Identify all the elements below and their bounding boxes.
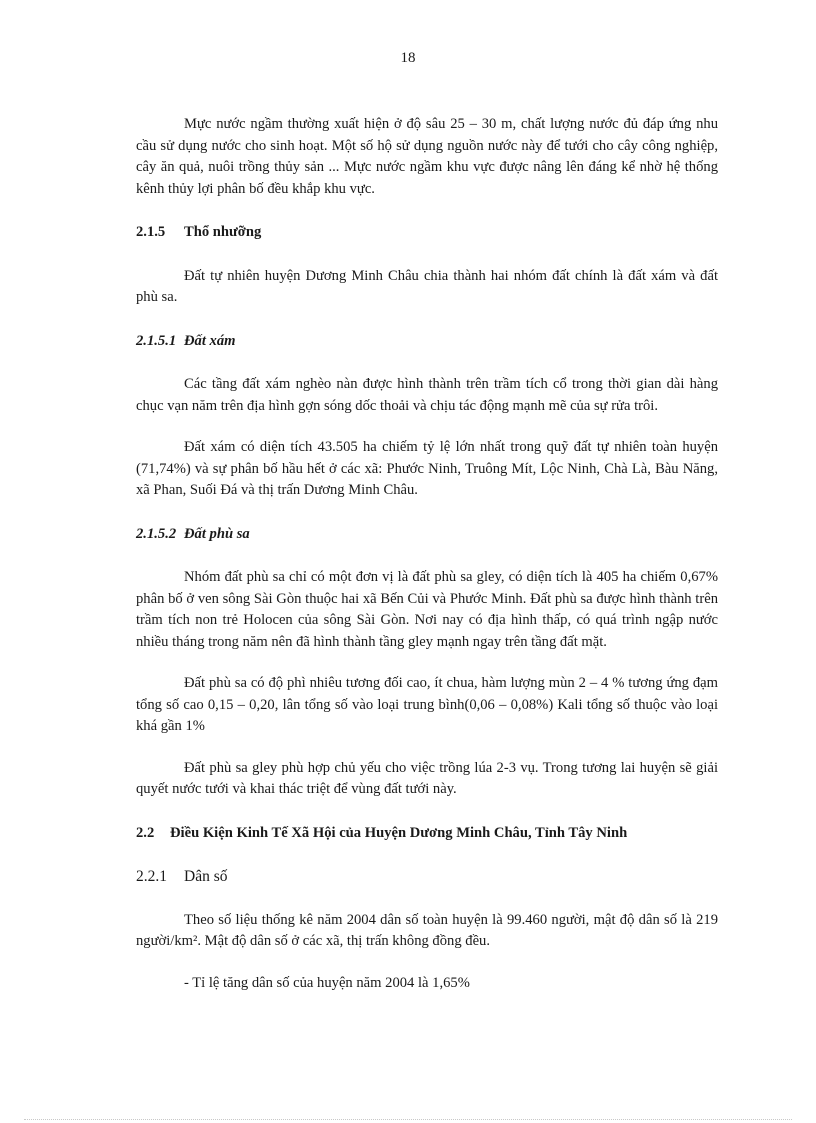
heading-number: 2.1.5.2 — [136, 525, 177, 542]
heading-2-2-1 — [136, 866, 718, 888]
paragraph-groundwater: Mực nước ngầm thường xuất hiện ở độ sâu 25 – 30 m, chất lượng nước đủ đáp ứng nhu cầu sử dụng nước cho sinh hoạt. Một số hộ sử dụng nguồn nước này để tưới cho cây công nghiệp, cây ăn quả, nuôi trồng thủy sản ... Mực nước ngầm khu vực được nâng lên đáng kể nhờ hệ thống kênh thủy lợi phân bố đều khắp khu vực. — [136, 116, 718, 197]
paragraph-grey-soil-origin: Các tầng đất xám nghèo nàn được hình thành trên trầm tích cổ trong thời gian dài hàng chục vạn năm trên địa hình gợn sóng dốc thoải và chịu tác động mạnh mẽ của sự rửa trôi. — [136, 376, 718, 414]
paragraph-alluvial-soil: Nhóm đất phù sa chỉ có một đơn vị là đất phù sa gley, có diện tích là 405 ha chiếm 0,67% phân bố ở ven sông Sài Gòn thuộc hai xã Bến Củi và Phước Minh. Đất phù sa được hình thành trên trầm tích non trẻ Holocen của sông Sài Gòn. Nơi nay có địa hình thấp, có quá trình ngập nước nhiều tháng trong năm nên đã hình thành tầng gley mạnh ngay trên tầng đất mặt. — [136, 569, 718, 650]
heading-title: Đất xám — [184, 332, 236, 349]
heading-2-2 — [136, 823, 718, 845]
heading-number: 2.2.1 — [136, 868, 167, 885]
heading-number: 2.1.5.1 — [136, 332, 177, 349]
heading-title: Dân số — [184, 868, 228, 885]
paragraph-grey-soil-area: Đất xám có diện tích 43.505 ha chiếm tỷ lệ lớn nhất trong quỹ đất tự nhiên toàn huyện (71,74%) và sự phân bố hầu hết ở các xã: Phước Ninh, Truông Mít, Lộc Ninh, Chà Là, Bàu Năng, xã Phan, Suối Đá và thị trấn Dương Minh Châu. — [136, 439, 718, 498]
heading-title: Thổ nhưỡng — [184, 224, 262, 240]
bullet-growth-rate: - Tỉ lệ tăng dân số của huyện năm 2004 là 1,65% — [184, 974, 470, 991]
heading-title: Điều Kiện Kinh Tế Xã Hội của Huyện Dương Minh Châu, Tỉnh Tây Ninh — [170, 824, 628, 841]
heading-number: 2.1.5 — [136, 224, 166, 240]
footer-divider — [24, 1119, 792, 1120]
paragraph-population: Theo số liệu thống kê năm 2004 dân số toàn huyện là 99.460 người, mật độ dân số là 219 người/km². Mật độ dân số ở các xã, thị trấn không đồng đều. — [136, 911, 718, 949]
paragraph-alluvial-use: Đất phù sa gley phù hợp chủ yếu cho việc trồng lúa 2-3 vụ. Trong tương lai huyện sẽ giải quyết nước tưới và khai thác triệt để vùng đất tưới này. — [136, 759, 718, 797]
heading-title: Đất phù sa — [184, 525, 250, 542]
page-number: 18 — [400, 50, 416, 66]
paragraph-soil-intro: Đất tự nhiên huyện Dương Minh Châu chia thành hai nhóm đất chính là đất xám và đất phù sa. — [136, 267, 718, 305]
paragraph-alluvial-fertility: Đất phù sa có độ phì nhiêu tương đối cao, ít chua, hàm lượng mùn 2 – 4 % tương ứng đạm tổng số cao 0,15 – 0,20, lân tổng số vào loại trung bình(0,06 – 0,08%) Kali tổng số thuộc vào loại khá gần 1% — [136, 675, 718, 734]
heading-2-1-5-1 — [136, 331, 718, 353]
heading-2-1-5 — [136, 222, 718, 244]
heading-2-1-5-2 — [136, 524, 718, 546]
heading-number: 2.2 — [136, 824, 155, 841]
page-content — [136, 114, 718, 994]
